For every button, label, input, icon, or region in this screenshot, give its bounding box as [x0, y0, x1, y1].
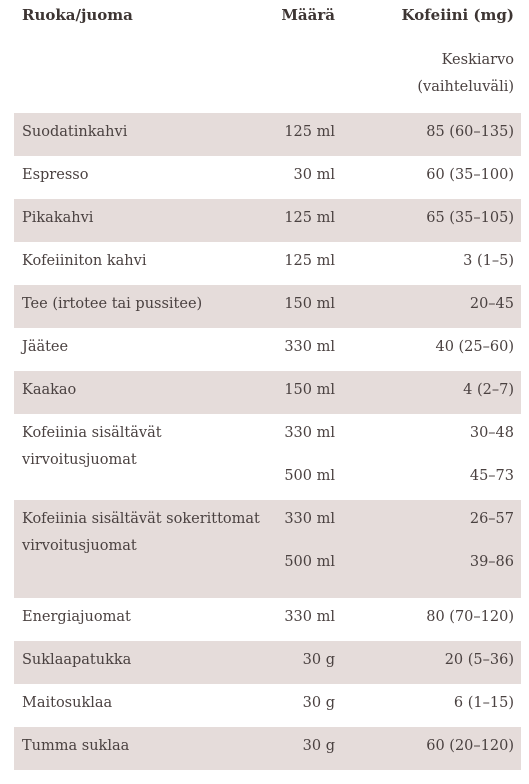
amount-cell: [215, 598, 335, 641]
header-amount: Määrä: [281, 6, 335, 24]
amount-value: 125 ml: [284, 124, 335, 140]
table-row: [14, 641, 521, 684]
caffeine-value: 65 (35–105): [426, 210, 514, 226]
caffeine-value: 3 (1–5): [463, 253, 514, 269]
food-cell: Pikakahvi: [22, 210, 94, 226]
amount-value: 125 ml: [284, 210, 335, 226]
amount-cell: [215, 328, 335, 371]
caffeine-value: 20 (5–36): [444, 652, 514, 668]
caffeine-value: 40 (25–60): [435, 339, 514, 355]
amount-value: 150 ml: [284, 296, 335, 312]
table-header: [14, 0, 521, 113]
amount-value: 330 ml: [284, 511, 335, 527]
caffeine-cell: [364, 641, 514, 684]
caffeine-cell: [364, 684, 514, 727]
amount-cell: [215, 199, 335, 242]
amount-cell: [215, 285, 335, 328]
amount-value: 500 ml: [284, 468, 335, 484]
caffeine-cell: [364, 598, 514, 641]
food-cell: Espresso: [22, 167, 89, 183]
caffeine-cell: [364, 500, 514, 598]
food-cell: Maitosuklaa: [22, 695, 113, 711]
caffeine-cell: [364, 199, 514, 242]
caffeine-value: 26–57: [469, 511, 514, 527]
food-cell: Energiajuomat: [22, 609, 131, 625]
food-cell: Tee (irtotee tai pussitee): [22, 296, 203, 312]
amount-cell: [215, 500, 335, 598]
food-cell: Kofeiiniton kahvi: [22, 253, 147, 269]
food-cell: Tumma suklaa: [22, 738, 130, 754]
food-cell: Kofeiinia sisältävät virvoitusjuomat: [22, 425, 162, 468]
header-sub-line2: (vaihteluväli): [417, 79, 514, 95]
caffeine-value: 60 (20–120): [426, 738, 514, 754]
caffeine-cell: [364, 371, 514, 414]
amount-value: 30 g: [302, 652, 335, 668]
caffeine-value: 60 (35–100): [426, 167, 514, 183]
amount-cell: [215, 242, 335, 285]
caffeine-cell: [364, 242, 514, 285]
caffeine-value: 20–45: [469, 296, 514, 312]
caffeine-cell: [364, 113, 514, 156]
amount-value: 30 g: [302, 738, 335, 754]
table-row: [14, 684, 521, 727]
table-row: [14, 414, 521, 500]
caffeine-value: 85 (60–135): [426, 124, 514, 140]
food-cell: Jäätee: [22, 339, 69, 355]
amount-cell: [215, 113, 335, 156]
caffeine-value: 4 (2–7): [463, 382, 514, 398]
caffeine-value: 6 (1–15): [453, 695, 514, 711]
caffeine-value: 39–86: [469, 554, 514, 570]
amount-value: 30 g: [302, 695, 335, 711]
amount-value: 150 ml: [284, 382, 335, 398]
table-row: [14, 242, 521, 285]
amount-cell: [215, 727, 335, 770]
amount-value: 30 ml: [293, 167, 335, 183]
food-cell: Suodatinkahvi: [22, 124, 128, 140]
food-cell: Kaakao: [22, 382, 77, 398]
caffeine-cell: [364, 156, 514, 199]
table-row: [14, 328, 521, 371]
amount-value: 500 ml: [284, 554, 335, 570]
amount-cell: [215, 641, 335, 684]
caffeine-value: 45–73: [469, 468, 514, 484]
caffeine-cell: [364, 285, 514, 328]
amount-value: 330 ml: [284, 339, 335, 355]
caffeine-table: [14, 0, 521, 770]
header-caffeine: Kofeiini (mg): [401, 6, 514, 24]
amount-cell: [215, 684, 335, 727]
table-row: [14, 371, 521, 414]
table-row: [14, 598, 521, 641]
table-row: [14, 727, 521, 770]
table-body: [14, 113, 521, 770]
header-caffeine-subtitle: [417, 47, 514, 101]
header-sub-line1: Keskiarvo: [441, 52, 514, 68]
amount-value: 330 ml: [284, 609, 335, 625]
caffeine-cell: [364, 328, 514, 371]
amount-value: 330 ml: [284, 425, 335, 441]
header-food: Ruoka/juoma: [22, 6, 133, 24]
table-row: [14, 156, 521, 199]
food-cell: Suklaapatukka: [22, 652, 132, 668]
table-row: [14, 199, 521, 242]
caffeine-value: 80 (70–120): [426, 609, 514, 625]
table-row: [14, 113, 521, 156]
caffeine-cell: [364, 727, 514, 770]
table-row: [14, 285, 521, 328]
table-row: [14, 500, 521, 598]
amount-cell: [215, 414, 335, 500]
amount-cell: [215, 156, 335, 199]
caffeine-value: 30–48: [469, 425, 514, 441]
amount-cell: [215, 371, 335, 414]
caffeine-cell: [364, 414, 514, 500]
amount-value: 125 ml: [284, 253, 335, 269]
food-cell: Kofeiinia sisältävät sokerittomat virvoitusjuomat: [22, 511, 260, 554]
